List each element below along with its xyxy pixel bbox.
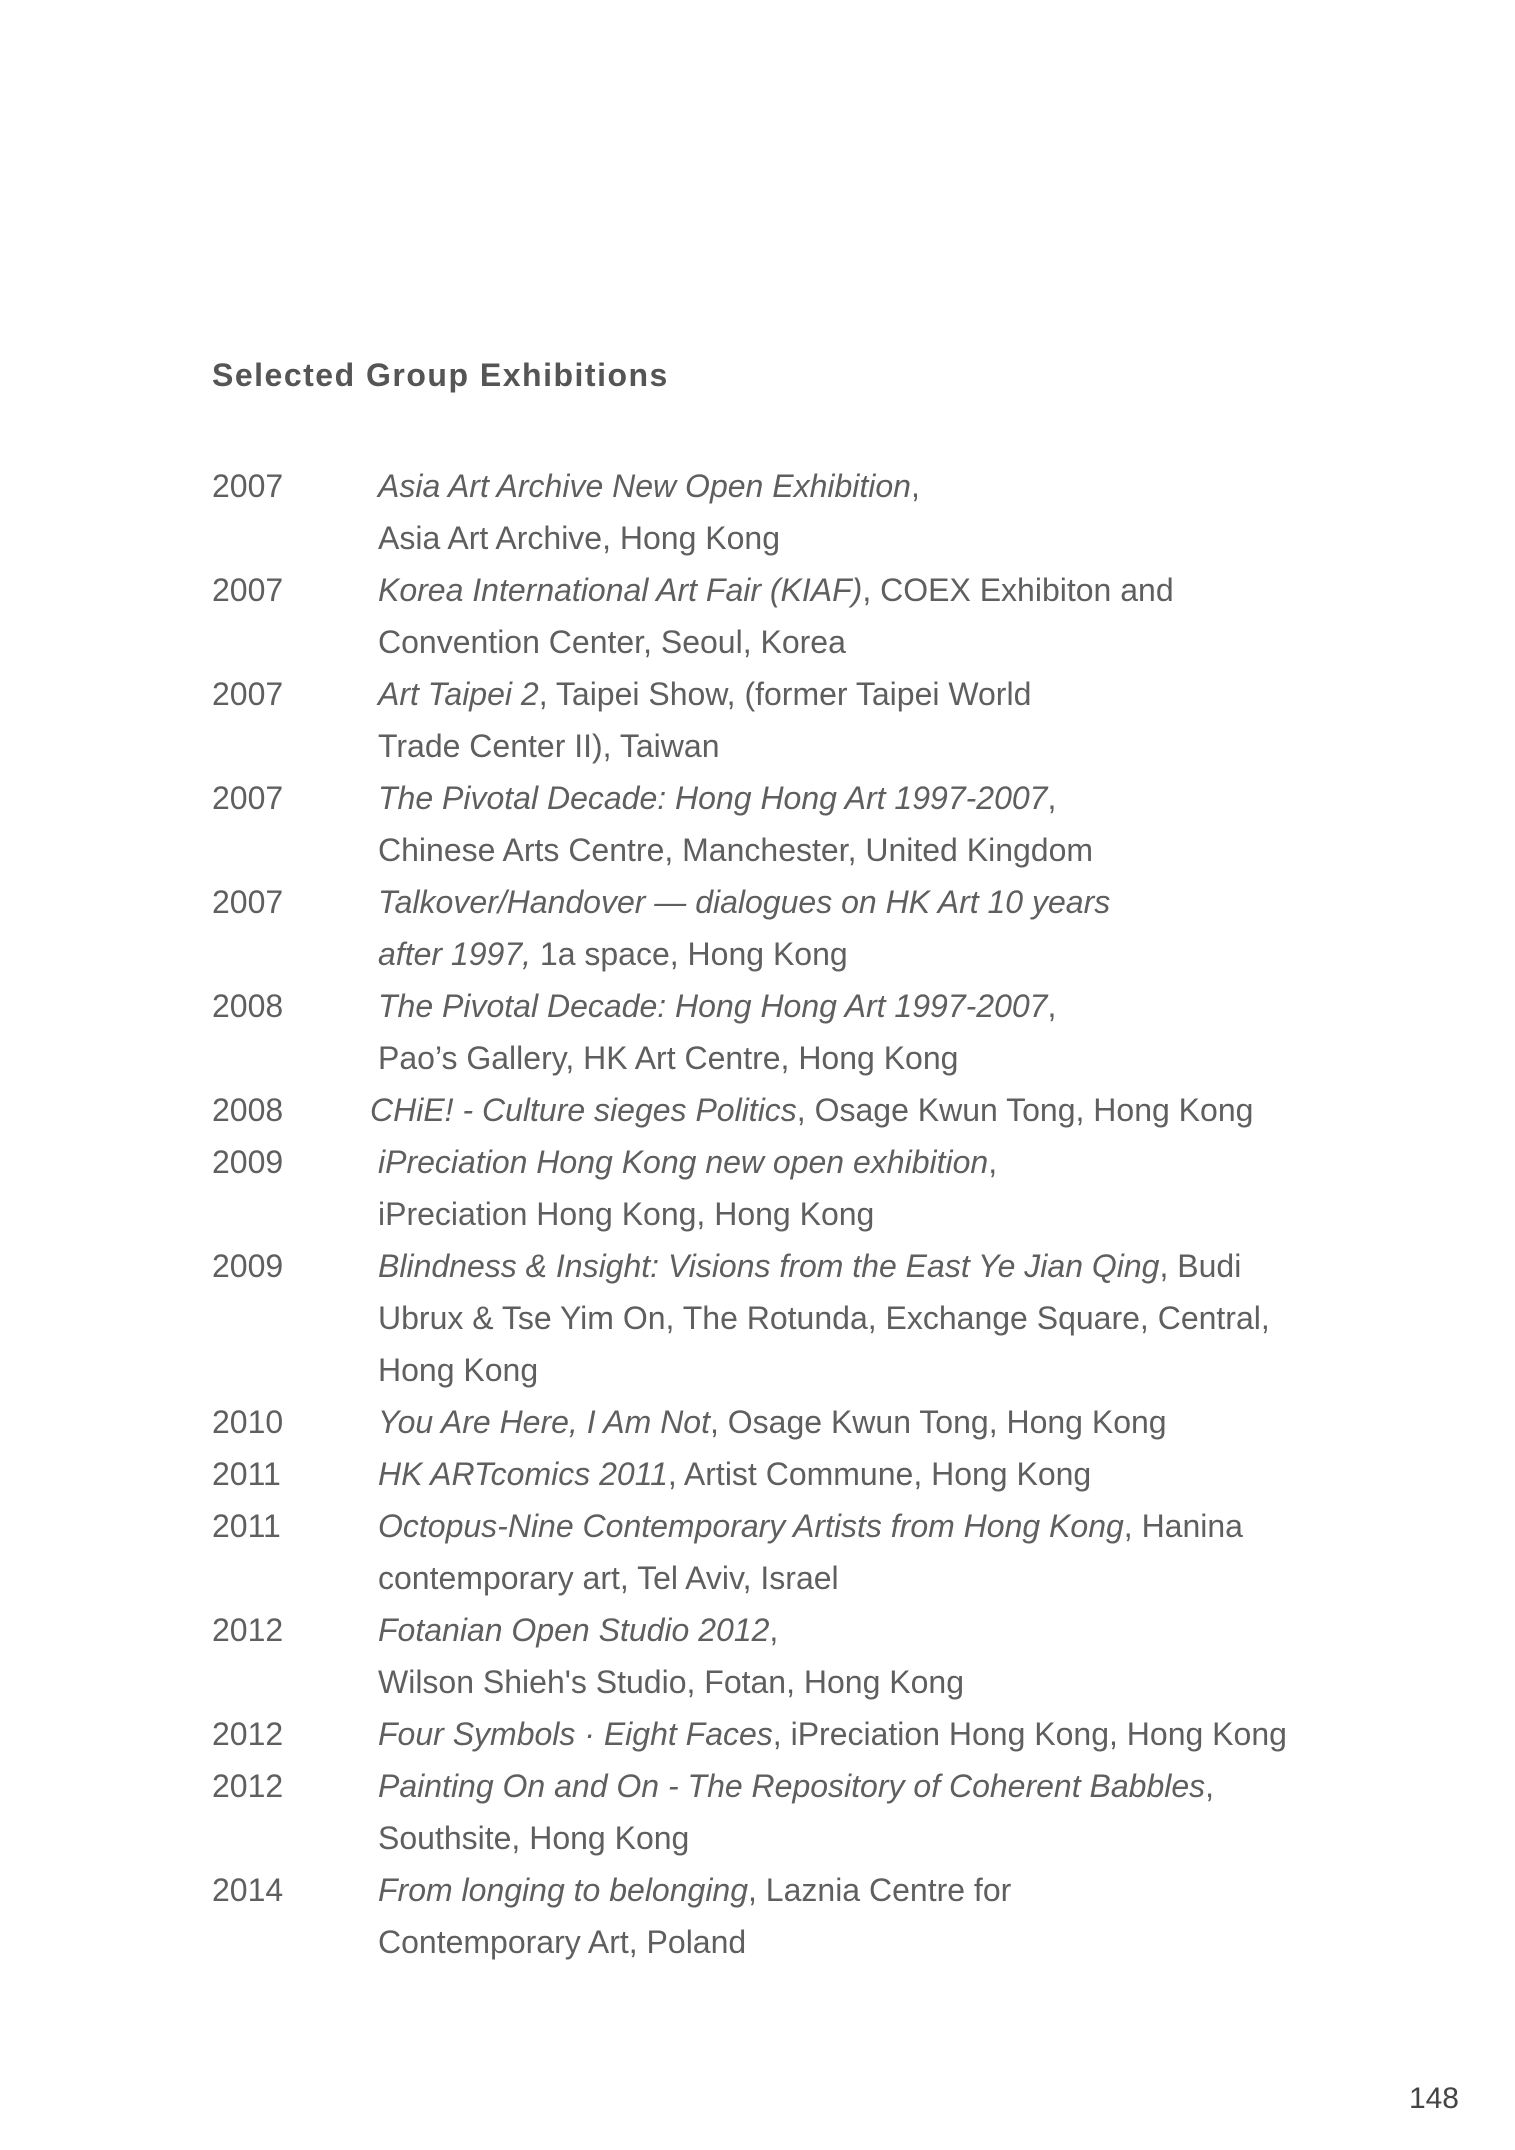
exhibition-description-line <box>378 1344 1372 1396</box>
exhibition-entry <box>212 1864 1372 1968</box>
exhibition-title: Korea International Art Fair (KIAF) <box>378 572 863 608</box>
exhibition-title: Talkover/Handover — dialogues on HK Art 10 years <box>378 884 1111 920</box>
exhibition-entry <box>212 1500 1372 1604</box>
exhibition-description-line <box>378 1708 1372 1760</box>
exhibition-entry <box>212 564 1372 668</box>
exhibition-description <box>378 772 1372 876</box>
exhibition-year: 2007 <box>212 884 284 920</box>
exhibition-description-line <box>378 668 1372 720</box>
exhibition-description-line <box>378 564 1372 616</box>
exhibition-description-line <box>378 1240 1372 1292</box>
exhibition-description-line <box>378 720 1372 772</box>
exhibition-year: 2011 <box>212 1508 281 1544</box>
exhibition-description <box>378 1240 1372 1396</box>
exhibition-venue: Convention Center, Seoul, Korea <box>378 624 846 660</box>
exhibition-venue: Hong Kong <box>378 1352 539 1388</box>
exhibition-venue: , Osage Kwun Tong, Hong Kong <box>796 1092 1254 1128</box>
exhibition-year: 2012 <box>212 1612 284 1648</box>
exhibition-title: The Pivotal Decade: Hong Hong Art 1997-2007 <box>378 780 1048 816</box>
exhibition-description-line <box>378 1500 1372 1552</box>
exhibition-venue: , Hanina <box>1123 1508 1243 1544</box>
exhibition-entry <box>212 460 1372 564</box>
exhibition-description-line <box>378 1864 1372 1916</box>
exhibition-entry <box>212 668 1372 772</box>
exhibition-venue: Contemporary Art, Poland <box>378 1924 747 1960</box>
exhibition-description <box>378 1500 1372 1604</box>
exhibition-entry <box>212 1448 1372 1500</box>
exhibition-description-line <box>378 1760 1372 1812</box>
exhibition-description-line <box>378 1136 1372 1188</box>
exhibition-entry <box>212 1604 1372 1708</box>
exhibition-description-line <box>378 980 1372 1032</box>
exhibition-venue: , Budi <box>1159 1248 1242 1284</box>
exhibition-title: Asia Art Archive New Open Exhibition <box>378 468 911 504</box>
exhibition-entry <box>212 876 1372 980</box>
exhibition-description-line <box>378 1448 1372 1500</box>
exhibition-venue: Pao’s Gallery, HK Art Centre, Hong Kong <box>378 1040 959 1076</box>
exhibition-year: 2012 <box>212 1768 284 1804</box>
exhibition-venue: , <box>910 468 920 504</box>
exhibition-title: Four Symbols · Eight Faces <box>378 1716 773 1752</box>
exhibition-year: 2010 <box>212 1404 284 1440</box>
exhibition-description-line <box>378 512 1372 564</box>
exhibition-title: Blindness & Insight: Visions from the East Ye Jian Qing <box>378 1248 1160 1284</box>
exhibition-title: You Are Here, I Am Not <box>378 1404 710 1440</box>
exhibition-venue: Southsite, Hong Kong <box>378 1820 690 1856</box>
exhibition-year: 2008 <box>212 988 284 1024</box>
exhibition-title: The Pivotal Decade: Hong Hong Art 1997-2007 <box>378 988 1048 1024</box>
exhibition-entry <box>212 1708 1372 1760</box>
exhibition-venue: , Taipei Show, (former Taipei World <box>538 676 1032 712</box>
exhibition-venue: 1a space, Hong Kong <box>531 936 848 972</box>
exhibition-venue: , <box>988 1144 998 1180</box>
exhibition-venue: Ubrux & Tse Yim On, The Rotunda, Exchange Square, Central, <box>378 1300 1270 1336</box>
exhibition-entry <box>212 772 1372 876</box>
exhibition-year: 2014 <box>212 1872 284 1908</box>
exhibition-entry <box>212 980 1372 1084</box>
exhibition-description-line <box>378 460 1372 512</box>
exhibition-year: 2007 <box>212 572 284 608</box>
exhibition-year: 2009 <box>212 1144 284 1180</box>
exhibition-venue: iPreciation Hong Kong, Hong Kong <box>378 1196 875 1232</box>
exhibition-venue: contemporary art, Tel Aviv, Israel <box>378 1560 839 1596</box>
exhibition-description <box>370 1084 1372 1136</box>
exhibition-description <box>378 1448 1372 1500</box>
exhibition-description <box>378 564 1372 668</box>
exhibition-title: CHiE! - Culture sieges Politics <box>370 1092 797 1128</box>
exhibition-year: 2011 <box>212 1456 281 1492</box>
exhibition-venue: , Osage Kwun Tong, Hong Kong <box>709 1404 1167 1440</box>
exhibition-description-line <box>378 1396 1372 1448</box>
exhibition-description <box>378 1396 1372 1448</box>
page-number: 148 <box>1408 2082 1459 2115</box>
exhibition-description-line <box>378 1032 1372 1084</box>
exhibition-entry <box>212 1396 1372 1448</box>
exhibition-list <box>212 460 1372 1968</box>
exhibition-entry <box>212 1084 1372 1136</box>
exhibition-venue: , Artist Commune, Hong Kong <box>667 1456 1092 1492</box>
exhibition-venue: Wilson Shieh's Studio, Fotan, Hong Kong <box>378 1664 964 1700</box>
exhibition-title: From longing to belonging <box>378 1872 749 1908</box>
exhibition-description-line <box>378 1188 1372 1240</box>
exhibition-entry <box>212 1240 1372 1396</box>
exhibition-description-line <box>378 1292 1372 1344</box>
exhibition-description-line <box>378 1916 1372 1968</box>
exhibition-description-line <box>378 616 1372 668</box>
exhibition-description <box>378 460 1372 564</box>
exhibition-description <box>378 1864 1372 1968</box>
exhibition-description <box>378 980 1372 1084</box>
exhibition-title: iPreciation Hong Kong new open exhibition <box>378 1144 989 1180</box>
exhibition-description <box>378 1136 1372 1240</box>
exhibition-venue: , <box>1047 988 1057 1024</box>
exhibition-entry <box>212 1760 1372 1864</box>
exhibition-title: Painting On and On - The Repository of Coherent Babbles <box>378 1768 1206 1804</box>
section-title: Selected Group Exhibitions <box>212 357 669 393</box>
exhibition-venue: , <box>769 1612 779 1648</box>
exhibition-venue: , COEX Exhibiton and <box>862 572 1174 608</box>
exhibition-entry <box>212 1136 1372 1240</box>
exhibition-venue: , Laznia Centre for <box>748 1872 1012 1908</box>
exhibition-title: Fotanian Open Studio 2012 <box>378 1612 770 1648</box>
exhibition-venue: , iPreciation Hong Kong, Hong Kong <box>772 1716 1287 1752</box>
exhibition-year: 2009 <box>212 1248 284 1284</box>
exhibition-year: 2012 <box>212 1716 284 1752</box>
exhibition-description-line <box>378 772 1372 824</box>
exhibition-description-line <box>378 1552 1372 1604</box>
exhibition-title: HK ARTcomics 2011 <box>378 1456 668 1492</box>
exhibition-venue: Trade Center II), Taiwan <box>378 728 720 764</box>
exhibition-year: 2007 <box>212 676 284 712</box>
exhibition-description <box>378 1760 1372 1864</box>
exhibition-year: 2007 <box>212 780 284 816</box>
exhibition-venue: , <box>1047 780 1057 816</box>
exhibition-description-line <box>378 1812 1372 1864</box>
exhibition-description-line <box>378 1604 1372 1656</box>
exhibition-description-line <box>378 876 1372 928</box>
exhibition-description <box>378 668 1372 772</box>
exhibition-venue: Chinese Arts Centre, Manchester, United Kingdom <box>378 832 1094 868</box>
exhibition-description-line <box>378 1656 1372 1708</box>
exhibition-description <box>378 876 1372 980</box>
exhibition-year: 2007 <box>212 468 284 504</box>
exhibition-title: after 1997, <box>378 936 531 972</box>
exhibition-venue: Asia Art Archive, Hong Kong <box>378 520 780 556</box>
exhibition-description <box>378 1604 1372 1708</box>
exhibition-description-line <box>370 1084 1372 1136</box>
exhibition-venue: , <box>1205 1768 1215 1804</box>
exhibition-description-line <box>378 928 1372 980</box>
exhibition-description-line <box>378 824 1372 876</box>
exhibition-description <box>378 1708 1372 1760</box>
exhibition-title: Octopus-Nine Contemporary Artists from Hong Kong <box>378 1508 1124 1544</box>
exhibition-title: Art Taipei 2 <box>378 676 539 712</box>
exhibition-year: 2008 <box>212 1092 284 1128</box>
